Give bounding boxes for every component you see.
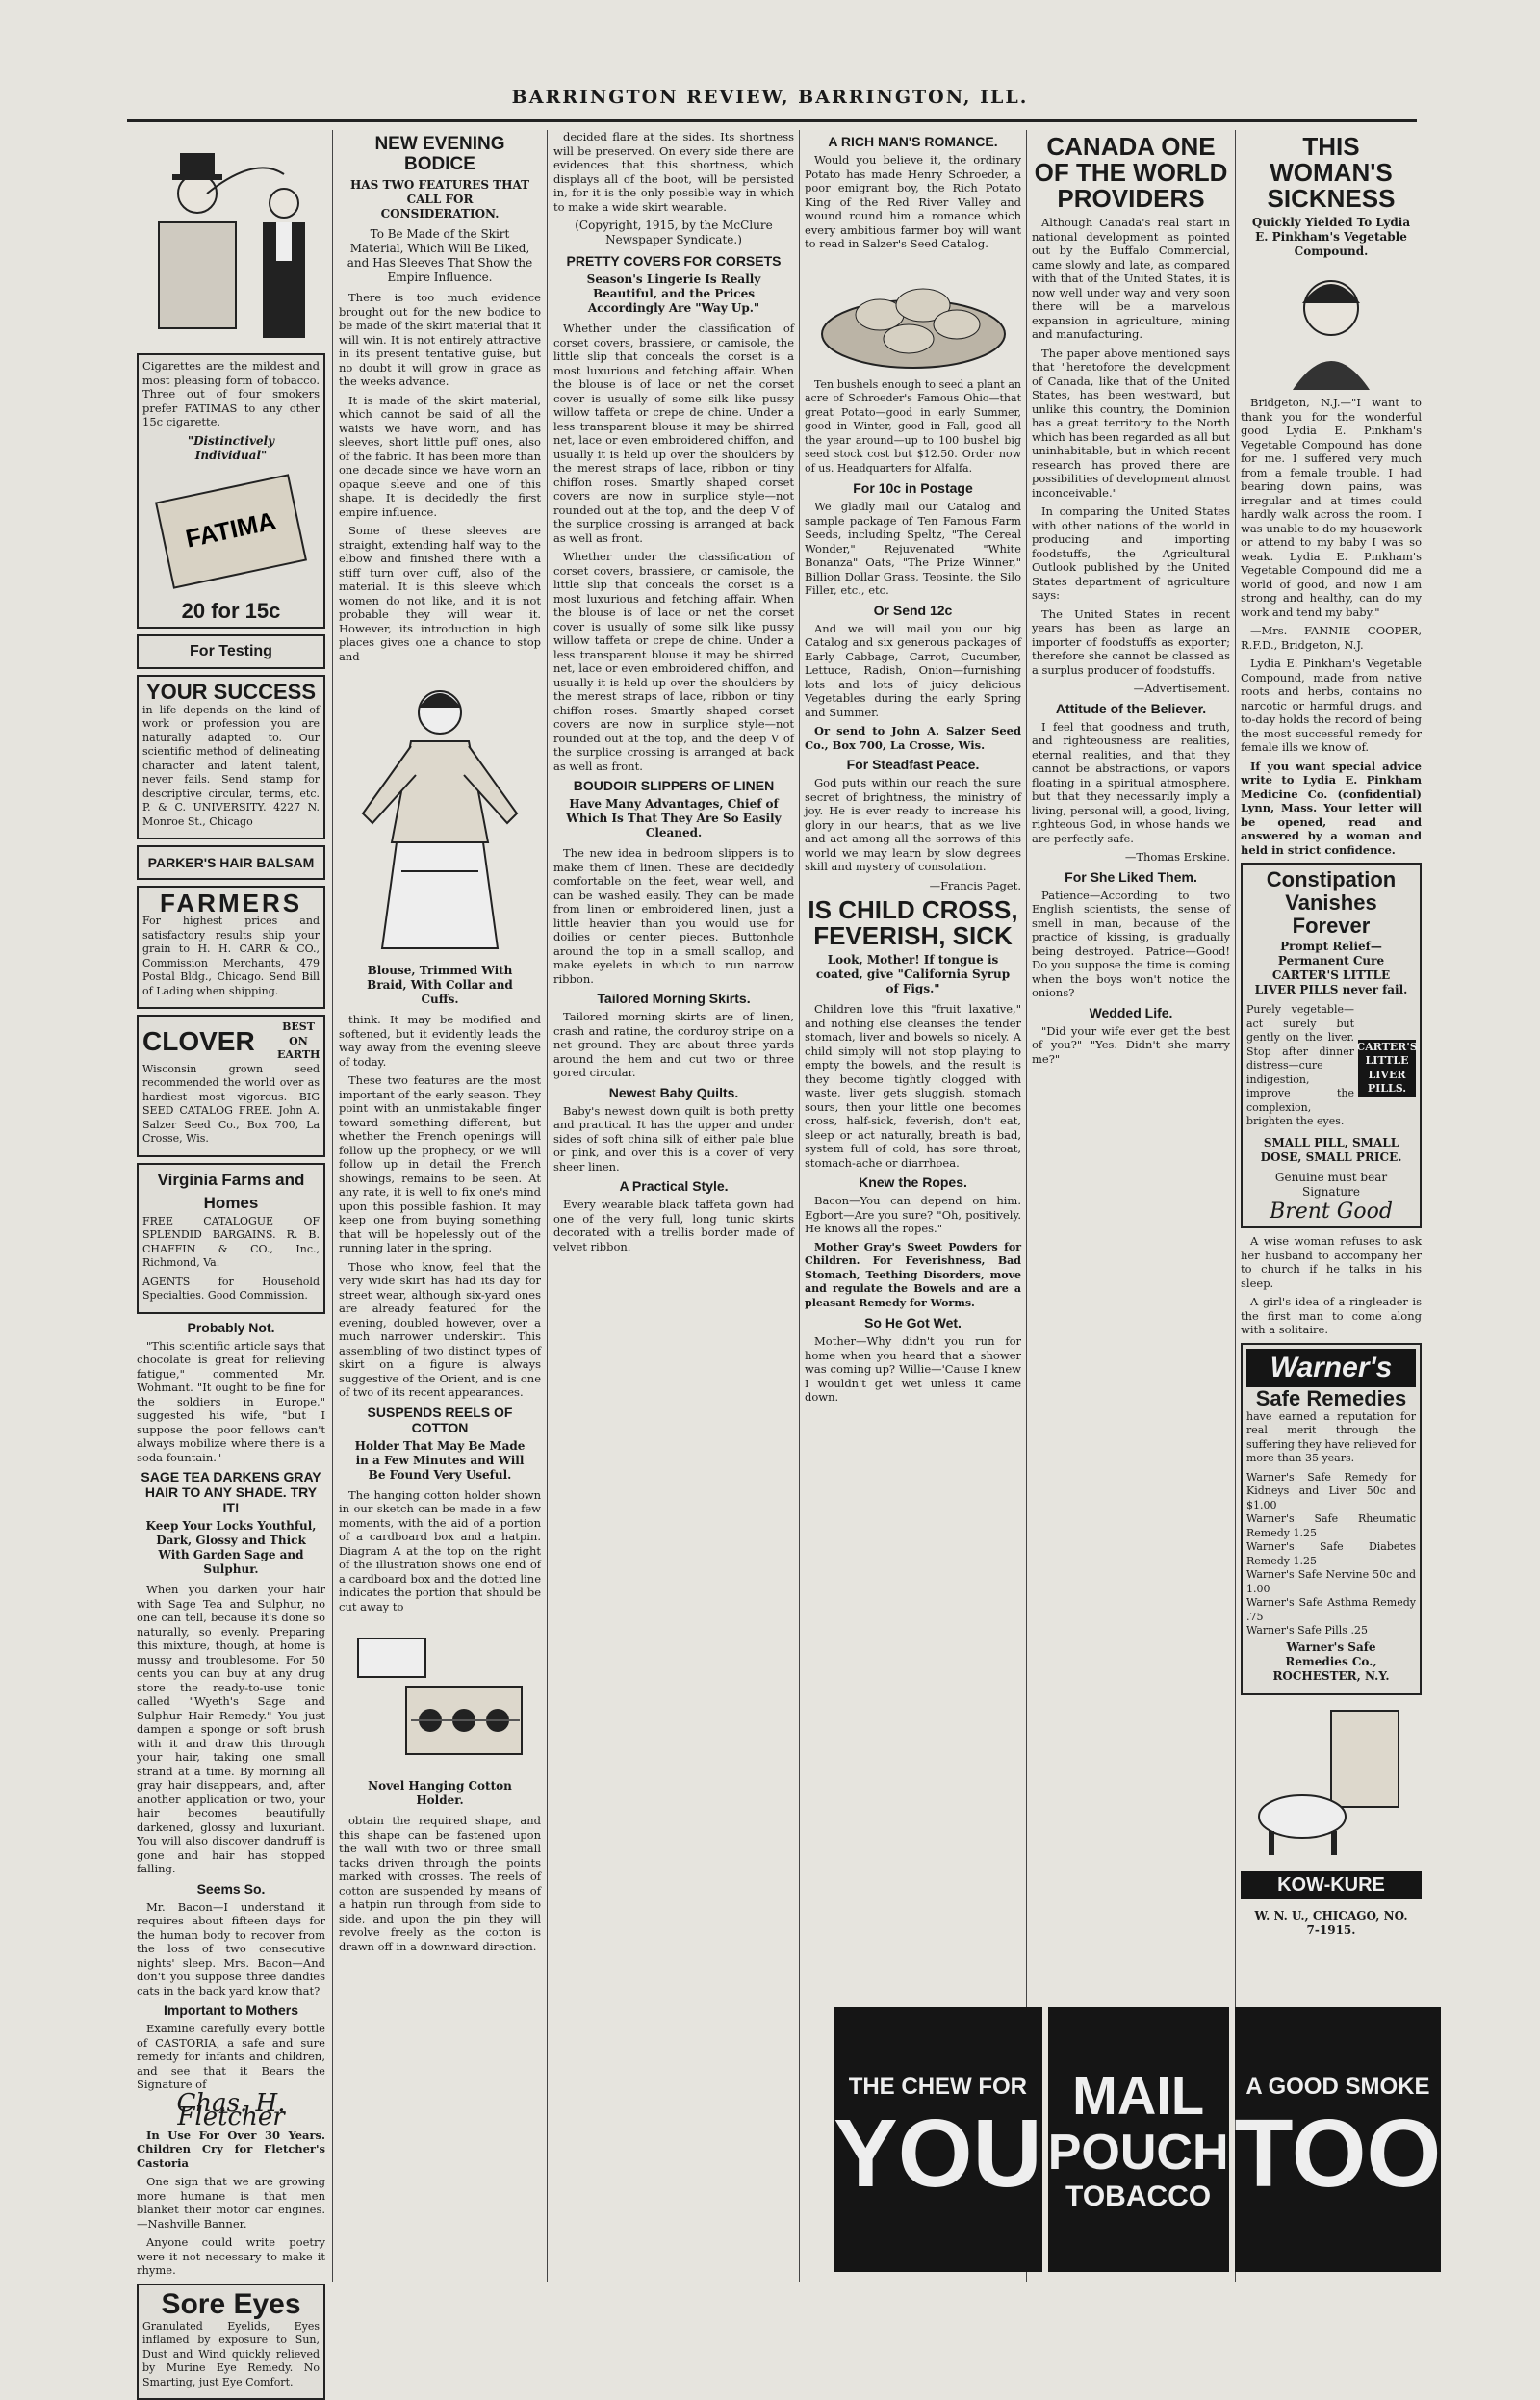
send12-head: Or Send 12c	[805, 603, 1021, 618]
fatima-price: 20 for 15c	[142, 600, 320, 623]
warner-item: Warner's Safe Nervine 50c and 1.00	[1246, 1568, 1416, 1596]
bodice-p2: It is made of the skirt material, which cannot be said of all the waists we have worn, and has sleeves, short little puff ones, also of the fabric. It has been more than one decade since we have worn an opaque sleeve and one of this shape. It is decidedly the first empire influence.	[339, 394, 541, 520]
bodice-p5: These two features are the most important of the early season. They point with an unmistakable finger toward something different, but whether the French openings will follow up the prophecy, or we will follow up in detail the French showings, remains to be seen. At any rate, it is well to fix one's mind upon this possible fashion. It may keep one from buying something that will be hopelessly out of the running later in the spring.	[339, 1073, 541, 1255]
bodice-subhead: HAS TWO FEATURES THAT CALL FOR CONSIDERATION.	[346, 178, 533, 221]
sore-eyes-head: Sore Eyes	[142, 2289, 320, 2320]
parker-head: PARKER'S HAIR BALSAM	[142, 851, 320, 874]
column-corsets	[553, 130, 794, 2282]
reels-sub: Holder That May Be Made in a Few Minutes and Will Be Found Very Useful.	[346, 1439, 533, 1483]
mothers-body: Examine carefully every bottle of CASTORIA, a safe and sure remedy for infants and children, and see that it Bears the Signature of	[137, 2022, 325, 2092]
const-body: Purely vegetable—act surely but gently on the liver. Stop after dinner distress—cure indigestion, improve the complexion, brighten the eyes.	[1246, 1003, 1354, 1129]
peace-head: For Steadfast Peace.	[805, 757, 1021, 772]
clover-head: CLOVER	[142, 1030, 255, 1053]
column-romance	[805, 130, 1021, 2282]
attitude-head: Attitude of the Believer.	[1032, 701, 1230, 716]
warner-head: Safe Remedies	[1246, 1387, 1416, 1410]
column-bodice	[339, 130, 541, 2282]
salzer-address: Or send to John A. Salzer Seed Co., Box 700, La Crosse, Wis.	[805, 724, 1021, 752]
kowkure-illustration	[1245, 1701, 1418, 1865]
top-para: decided flare at the sides. Its shortness will be preserved. On every side there are evidences that this shortness, which displays all of the boot, will be persisted in, for it is the only possible way in which to make a wide skirt wearable.	[553, 130, 794, 214]
chew-big: YOU	[834, 2101, 1042, 2206]
smoke-ad	[1235, 2007, 1442, 2272]
baby-body: Baby's newest down quilt is both pretty and practical. It has the upper and under sides of soft china silk of either pale blue or pink, and over this is a cover of very sheer linen.	[553, 1104, 794, 1174]
peace-body: God puts within our reach the sure secret of brightness, the ministry of joy. He is ever ready to increase his glory in our hearts, that as we live and act among all the sorrows of this world we may learn by slow degrees skill and mystery of consolation.	[805, 776, 1021, 874]
const-sub: Prompt Relief—Permanent Cure CARTER'S LITTLE LIVER PILLS never fail.	[1254, 940, 1408, 997]
woman-sig: —Mrs. FANNIE COOPER, R.F.D., Bridgeton, N.J.	[1241, 624, 1422, 652]
knew-body: Bacon—You can depend on him. Egbort—Are you sure? "Oh, positively. He knows all the ropes."	[805, 1194, 1021, 1236]
reels-body2: obtain the required shape, and this shape can be fastened upon the wall with two or three small tacks driven through the points marked with crosses. The reels of cotton are suspended by means of a hatpin run through from side to side, and upon the pin they will revolve freely as the cotton is drawn off in a downward direction.	[339, 1814, 541, 1953]
pinkham-advice: If you want special advice write to Lydia E. Pinkham Medicine Co. (confidential) Lynn, Mass. Your letter will be opened, read and answered by a woman and held in strict confidence.	[1241, 760, 1422, 858]
mother-gray: Mother Gray's Sweet Powders for Children. For Feverishness, Bad Stomach, Teething Disorders, move and regulate the Bowels and are a pleasant Remedy for Worms.	[805, 1241, 1021, 1311]
slippers-sub: Have Many Advantages, Chief of Which Is That They Are So Easily Cleaned.	[561, 797, 786, 840]
warner-item: Warner's Safe Rheumatic Remedy 1.25	[1246, 1512, 1416, 1540]
column-rule	[1026, 130, 1027, 2282]
testing-head: For Testing	[142, 640, 320, 663]
liked-body: Patience—According to two English scientists, the sense of smell in man, because of the practice of kissing, is gradually being destroyed. Patrice—Good! Do you suppose the time is coming when the boys won't notice the onions?	[1032, 889, 1230, 1000]
mothers-head: Important to Mothers	[137, 2002, 325, 2018]
clover-body: Wisconsin grown seed recommended the world over as hardiest most vigorous. BIG SEED CATALOG FREE. John A. Salzer Seed Co., Box 700, La Crosse, Wis.	[142, 1063, 320, 1147]
top-rule	[127, 119, 1417, 122]
slippers-body: The new idea in bedroom slippers is to make them of linen. These are decidedly comfortable on the feet, wear well, and can be washed easily. They can be made from linen or embroidered linen, just a little heavier than you would use for doilies or center pieces. Buttonhole around the top in a small scallop, and make eyelets in which to run narrow ribbon.	[553, 846, 794, 986]
morning-body: Tailored morning skirts are of linen, crash and ratine, the corduroy stripe on a net ground. They are about three yards around the hem and cut two or three gored circular.	[553, 1010, 794, 1080]
your-success-head: YOUR SUCCESS	[142, 681, 320, 704]
kowkure-label: KOW-KURE	[1241, 1871, 1422, 1899]
column-rule	[332, 130, 333, 2282]
canada-head: CANADA ONE OF THE WORLD PROVIDERS	[1032, 134, 1230, 212]
wedded-body: "Did your wife ever get the best of you?" "Yes. Didn't she marry me?"	[1032, 1024, 1230, 1067]
child-sub: Look, Mother! If tongue is coated, give "California Syrup of Figs."	[812, 953, 1014, 996]
one-sign: One sign that we are growing more humane is that men blanket their motor car engines.—Nashville Banner.	[137, 2175, 325, 2231]
blouse-illustration	[344, 669, 536, 958]
virginia-ad	[137, 1163, 325, 1314]
pouch-word: POUCH	[1048, 2125, 1229, 2181]
mail-pouch-banner	[834, 2007, 1423, 2272]
const-head: Constipation Vanishes Forever	[1246, 868, 1416, 938]
column-rule	[547, 130, 548, 2282]
bodice-headline: NEW EVENING BODICE	[339, 134, 541, 174]
column-ads-left	[137, 130, 325, 2282]
column-canada	[1032, 130, 1230, 2282]
tobacco-word: TOBACCO	[1065, 2181, 1211, 2213]
bodice-p4: think. It may be modified and softened, but it evidently leads the way away from the evening sleeve of today.	[339, 1013, 541, 1069]
carters-signature: Brent Good	[1246, 1205, 1416, 1220]
warner-item: Warner's Safe Pills .25	[1246, 1624, 1416, 1639]
gotwet-body: Mother—Why didn't you run for home when you heard that a shower was coming up? Willie—'Cause I knew I wouldn't get wet unless it came down.	[805, 1334, 1021, 1405]
your-success-ad	[137, 675, 325, 840]
mail-word: MAIL	[1072, 2067, 1204, 2125]
warner-brand: Warner's	[1246, 1349, 1416, 1387]
baby-head: Newest Baby Quilts.	[553, 1085, 794, 1100]
genuine: Genuine must bear Signature	[1254, 1171, 1408, 1200]
morning-head: Tailored Morning Skirts.	[553, 991, 794, 1006]
probably-head: Probably Not.	[137, 1320, 325, 1335]
reels-body: The hanging cotton holder shown in our sketch can be made in a few moments, with the aid of a portion of a cardboard box and a hatpin. Diagram A at the top on the right of the illustration shows one end of a cardboard box and the dotted line indicates the portion that should be cut away to	[339, 1488, 541, 1614]
virginia-head: Virginia Farms and Homes	[142, 1169, 320, 1215]
send12-body: And we will mail you our big Catalog and six generous packages of Early Cabbage, Carrot, Cucumber, Lettuce, Radish, Onion—furnishing lots and lots of juicy delicious Vegetables during the early Spring and Summer.	[805, 622, 1021, 720]
woman-head: THIS WOMAN'S SICKNESS	[1241, 134, 1422, 212]
attitude-body: I feel that goodness and truth, and righteousness are realities, eternal realities, and that they cannot be abstractions, or vapors floating in a spiritual atmosphere, but that they necessarily imply a living, personal will, a good, living, righteous God, in whose hands we are perfectly safe.	[1032, 720, 1230, 846]
clover-side: BEST ON EARTH	[277, 1020, 320, 1063]
warner-body: have earned a reputation for real merit through the suffering they have relieved for more than 35 years.	[1246, 1410, 1416, 1466]
const-foot: SMALL PILL, SMALL DOSE, SMALL PRICE.	[1254, 1136, 1408, 1165]
carters-box: CARTER'S LITTLE LIVER PILLS.	[1358, 1040, 1416, 1097]
peace-author: —Francis Paget.	[805, 879, 1021, 893]
warner-ad	[1241, 1343, 1422, 1695]
canada-p4: The United States in recent years has been as large an importer of foodstuffs as exporter; therefore she cannot be classed as a surplus producer of foodstuffs.	[1032, 607, 1230, 678]
warner-foot: Warner's Safe Remedies Co., ROCHESTER, N.Y.	[1254, 1640, 1408, 1684]
reels-caption: Novel Hanging Cotton Holder.	[346, 1779, 533, 1808]
warner-item: Warner's Safe Remedy for Kidneys and Liver 50c and $1.00	[1246, 1471, 1416, 1513]
woman-body2: Lydia E. Pinkham's Vegetable Compound, made from native roots and herbs, contains no narcotic or harmful drugs, and to-day holds the record of being the most successful remedy for female ills we know of.	[1241, 657, 1422, 755]
clover-ad	[137, 1015, 325, 1157]
knew-head: Knew the Ropes.	[805, 1174, 1021, 1190]
anyone-poetry: Anyone could write poetry were it not necessary to make it rhyme.	[137, 2235, 325, 2278]
testing-ad	[137, 634, 325, 669]
wnu-footer: W. N. U., CHICAGO, NO. 7-1915.	[1248, 1909, 1414, 1938]
warner-item: Warner's Safe Asthma Remedy .75	[1246, 1596, 1416, 1624]
sage-head: SAGE TEA DARKENS GRAY HAIR TO ANY SHADE. TRY IT!	[137, 1469, 325, 1515]
corsets-body-cont: Whether under the classification of corset covers, brassiere, or camisole, the little slip that conceals the corset is a most luxurious and fetching affair. When the blouse is of lace or net the corset cover is usually of some silk like pussy willow taffeta or crepe de chine. Under a less transparent blouse it may be shirred net, lace or even embroidered chiffon, and usually it is held up over the shoulders by the merest straps of lace, ribbon or tiny chiffon roses. Smartly shaped corset covers are now in surplice style—not rounded out at the top, and the deep V of the surplice crossing is arranged at back as well as front.	[553, 550, 794, 773]
attitude-author: —Thomas Erskine.	[1032, 850, 1230, 865]
probably-body: "This scientific article says that chocolate is great for relieving fatigue," commented Mr. Wohmant. "It ought to be fine for the soldiers in Europe," suggested his wife, "but I suppose the poor fellows can't always mobilize where there is a soda fountain."	[137, 1339, 325, 1465]
blouse-caption: Blouse, Trimmed With Braid, With Collar and Cuffs.	[346, 964, 533, 1007]
gotwet-head: So He Got Wet.	[805, 1315, 1021, 1330]
farmers-ad	[137, 886, 325, 1009]
virginia-body: FREE CATALOGUE OF SPLENDID BARGAINS. R. B. CHAFFIN & CO., Inc., Richmond, Va.	[142, 1215, 320, 1271]
woman-portrait	[1278, 265, 1384, 390]
wedded-head: Wedded Life.	[1032, 1005, 1230, 1020]
postage-body: We gladly mail our Catalog and sample package of Ten Famous Farm Seeds, including Speltz, "The Cereal Wonder," Rejuvenated "White Bonanza" Oats, "The Prize Winner," Billion Dollar Grass, Teosinte, the Silo Filler, etc., etc.	[805, 500, 1021, 598]
bodice-p3: Some of these sleeves are straight, extending half way to the elbow and finished there with a stiff turn over cuff, also of the material. It is this sleeve which women do not like, and it is not probable they will wear it. However, its introduction in high places gives one a chance to stop and	[339, 524, 541, 663]
corsets-head: PRETTY COVERS FOR CORSETS	[553, 253, 794, 269]
corsets-sub: Season's Lingerie Is Really Beautiful, and the Prices Accordingly Are "Way Up."	[561, 272, 786, 316]
liked-head: For She Liked Them.	[1032, 869, 1230, 885]
girl-idea: A girl's idea of a ringleader is the first man to come along with a solitaire.	[1241, 1295, 1422, 1337]
romance-body: Would you believe it, the ordinary Potato has made Henry Schroeder, a poor emigrant boy, the Rich Potato King of the Red River Valley and wound round him a romance which every ambitious farmer boy will want to read in Salzer's Seed Catalog.	[805, 153, 1021, 251]
child-head: IS CHILD CROSS, FEVERISH, SICK	[805, 897, 1021, 949]
canada-p3: In comparing the United States with other nations of the world in producing and importing foodstuffs, the Agricultural Outlook published by the United States department of agriculture says:	[1032, 504, 1230, 603]
chew-ad	[834, 2007, 1042, 2272]
romance-head: A RICH MAN'S ROMANCE.	[805, 134, 1021, 149]
reels-head: SUSPENDS REELS OF COTTON	[339, 1405, 541, 1435]
sore-eyes-body: Granulated Eyelids, Eyes inflamed by exposure to Sun, Dust and Wind quickly relieved by Murine Eye Remedy. No Smarting, just Eye Comfort.	[142, 2320, 320, 2390]
sore-eyes-ad	[137, 2284, 325, 2400]
carters-ad	[1241, 863, 1422, 1228]
practical-head: A Practical Style.	[553, 1178, 794, 1194]
warner-item: Warner's Safe Diabetes Remedy 1.25	[1246, 1540, 1416, 1568]
sage-sub: Keep Your Locks Youthful, Dark, Glossy and Thick With Garden Sage and Sulphur.	[144, 1519, 318, 1577]
farmers-head: FARMERS	[142, 891, 320, 915]
fatima-tagline: "Distinctively Individual"	[150, 434, 312, 463]
farmers-body: For highest prices and satisfactory results ship your grain to H. H. CARR & CO., Commission Merchants, 479 Postal Bldg., Chicago. Send Bill of Lading when shipping.	[142, 915, 320, 998]
mail-pouch-ad	[1048, 2007, 1229, 2272]
canada-p1: Although Canada's real start in national development as pointed out by the Buffalo Commercial, came slowly and late, as compared with that of the United States, it is now well under way and very soon there will be a marvelous expansion in agriculture, mining and manufacturing.	[1032, 216, 1230, 342]
fletcher-signature: Chas. H. Fletcher	[137, 2097, 325, 2125]
chew-top: THE CHEW FOR	[849, 2074, 1027, 2101]
corsets-body: Whether under the classification of corset covers, brassiere, or camisole, the little slip that conceals the corset is a most luxurious and fetching affair. When the blouse is of lace or net the corset cover is usually of some silk like pussy willow taffeta or crepe de chine. Under a less transparent blouse it may be shirred net, lace or even embroidered chiffon, and usually it is held up over the shoulders by the merest straps of lace, ribbon or tiny chiffon roses. Smartly shaped corset covers are now in surplice style—not rounded out at the top, and the deep V of the surplice crossing is arranged at back as well as front.	[553, 322, 794, 545]
mothers-foot: In Use For Over 30 Years. Children Cry for Fletcher's Castoria	[137, 2129, 325, 2171]
seems-body: Mr. Bacon—I understand it requires about fifteen days for the human body to recover from the loss of two consecutive nights' sleep. Mrs. Bacon—And don't you suppose three dandies cats in the back yard know that?	[137, 1900, 325, 1999]
smoke-big: TOO	[1235, 2101, 1442, 2206]
column-rule	[799, 130, 800, 2282]
canada-foot: —Advertisement.	[1032, 682, 1230, 696]
potato-pile-illustration	[812, 257, 1014, 373]
masthead: BARRINGTON REVIEW, BARRINGTON, ILL.	[0, 87, 1540, 108]
woman-sub: Quickly Yielded To Lydia E. Pinkham's Vegetable Compound.	[1248, 216, 1414, 259]
child-body: Children love this "fruit laxative," and nothing else cleanses the tender stomach, liver and bowels so nicely. A child simply will not stop playing to empty the bowels, and the result is they become tightly clogged with waste, liver gets sluggish, stomach sours, then your little one becomes cross, half-sick, feverish, don't eat, sleep or act naturally, breath is bad, system full of cold, has sore throat, stomach-ache or diarrhoea.	[805, 1002, 1021, 1170]
potato-caption: Ten bushels enough to seed a plant an acre of Schroeder's Famous Ohio—that great Potato—good in early Summer, good in Winter, good in Fall, good all the year around—up to 100 bushel big seed stock cost but $12.50. Order now of us. Headquarters for Alfalfa.	[805, 378, 1021, 477]
seems-head: Seems So.	[137, 1881, 325, 1897]
bodice-p6: Those who know, feel that the very wide skirt has had its day for street wear, although six-yard ones are already featured for the evening, doubled however, over a much narrower underskirt. This assembling of two distinct types of skirt on a figure is always suggestive of the Orient, and is one of two of its recent appearances.	[339, 1260, 541, 1400]
postage-head: For 10c in Postage	[805, 480, 1021, 496]
bodice-deck: To Be Made of the Skirt Material, Which Will Be Liked, and Has Sleeves That Show the Empire Influence.	[346, 227, 533, 285]
column-ads-right	[1241, 130, 1422, 2282]
bodice-p1: There is too much evidence brought out for the new bodice to be made of the skirt material that it will win. It is not entirely attractive in its present tentative guise, but no doubt it will grow in grace as the weeks advance.	[339, 291, 541, 389]
sage-body: When you darken your hair with Sage Tea and Sulphur, no one can tell, because it's done so naturally, so evenly. Preparing this mixture, though, at home is mussy and troublesome. For 50 cents you can buy at any drug store the ready-to-use tonic called "Wyeth's Sage and Sulphur Hair Remedy." You just dampen a sponge or soft brush with it and draw this through your hair, taking one small strand at a time. By morning all gray hair disappears, and, after another application or two, your hair becomes beautifully darkened, glossy and luxuriant. You will also discover dandruff is gone and hair has stopped falling.	[137, 1583, 325, 1876]
parker-ad	[137, 845, 325, 880]
fatima-pack-illustration	[144, 469, 318, 594]
cotton-holder-illustration	[348, 1619, 531, 1773]
smoke-top: A GOOD SMOKE	[1245, 2074, 1429, 2101]
woman-body: Bridgeton, N.J.—"I want to thank you for the wonderful good Lydia E. Pinkham's Vegetable Compound has done for me. I suffered very much from a female trouble. I had bearing down pains, was irregular and at times could hardly walk across the room. I was unable to do my housework or attend to my baby I was so weak. Lydia E. Pinkham's Vegetable Compound did me a world of good, and now I am strong and healthy, can do my work and tend my baby."	[1241, 396, 1422, 619]
your-success-body: in life depends on the kind of work or profession you are naturally adapted to. Our scientific method of delineating character and latent talent, never fails. Send stamp for descriptive circular, terms, etc. P. & C. UNIVERSITY. 4227 N. Monroe St., Chicago	[142, 704, 320, 830]
canada-p2: The paper above mentioned says that "heretofore the development of Canada, like that of the United States, has been westward, but unlike this country, the Dominion has a great territory to the North which has been regarded as all but uninhabitable, but in which recent research has proved there are possibilities of development almost inconceivable."	[1032, 347, 1230, 501]
fatima-brand: FATIMA	[183, 505, 278, 553]
fatima-body: Cigarettes are the mildest and most pleasing form of tobacco. Three out of four smokers prefer FATIMAS to any other 15c cigarette.	[142, 359, 320, 429]
practical-body: Every wearable black taffeta gown had one of the very full, long tunic skirts decorated with a trellis border made of velvet ribbon.	[553, 1198, 794, 1253]
agents-body: AGENTS for Household Specialties. Good Commission.	[142, 1276, 320, 1303]
smokers-illustration	[140, 136, 322, 348]
fatima-ad	[137, 353, 325, 629]
slippers-head: BOUDOIR SLIPPERS OF LINEN	[553, 778, 794, 793]
wise-woman: A wise woman refuses to ask her husband to accompany her to church if he talks in his sleep.	[1241, 1234, 1422, 1290]
column-rule	[1235, 130, 1236, 2282]
copyright: (Copyright, 1915, by the McClure Newspaper Syndicate.)	[561, 219, 786, 247]
